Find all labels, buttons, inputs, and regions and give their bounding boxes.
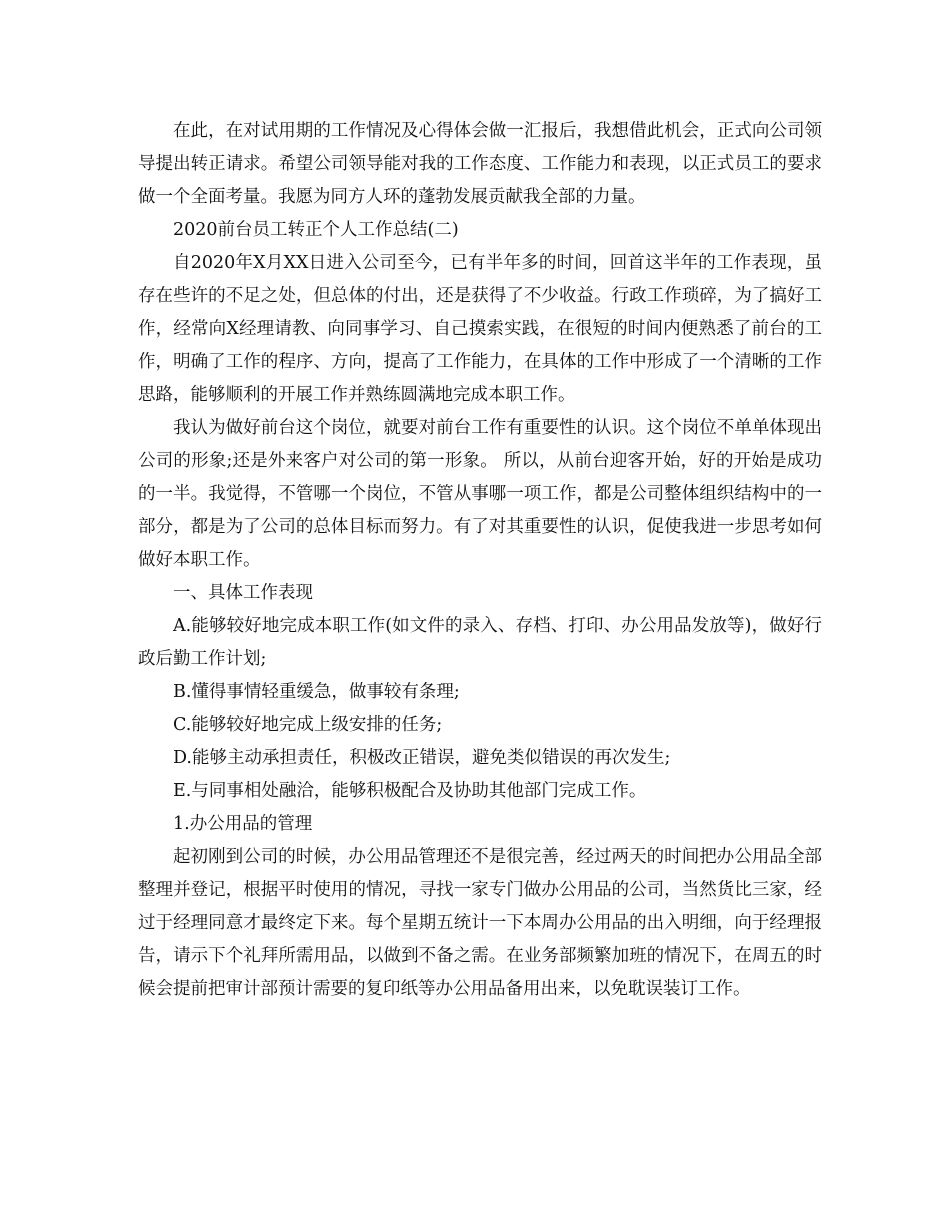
heading-office-supplies: 1.办公用品的管理 — [173, 814, 313, 834]
list-item-a: A.能够较好地完成本职工作(如文件的录入、存档、打印、办公用品发放等)，做好行政后勤工作计划; — [138, 616, 822, 669]
paragraph-closing-request: 在此，在对试用期的工作情况及心得体会做一汇报后，我想借此机会，正式向公司领导提出转正请求。希望公司领导能对我的工作态度、工作能力和表现，以正式员工的要求做一个全面考量。我愿为同方人环的蓬勃发展贡献我全部的力量。 — [138, 121, 822, 207]
heading-work-performance: 一、具体工作表现 — [173, 583, 313, 603]
list-item-e: E.与同事相处融洽，能够积极配合及协助其他部门完成工作。 — [173, 781, 647, 801]
paragraph-front-desk-role: 我认为做好前台这个岗位，就要对前台工作有重要性的认识。这个岗位不单单体现出公司的形象;还是外来客户对公司的第一形象。 所以，从前台迎客开始，好的开始是成功的一半。我觉得，不管哪一个岗位，不管从事哪一项工作，都是公司整体组织结构中的一部分，都是为了公司的总体目标而努力。有了对其重要性的认识，促使我进一步思考如何做好本职工作。 — [138, 418, 822, 570]
document-body — [138, 115, 822, 1006]
section-title: 2020前台员工转正个人工作总结(二) — [173, 220, 459, 240]
paragraph-office-supplies: 起初刚到公司的时候，办公用品管理还不是很完善，经过两天的时间把办公用品全部整理并登记，根据平时使用的情况，寻找一家专门做办公用品的公司，当然货比三家，经过于经理同意才最终定下来。每个星期五统计一下本周办公用品的出入明细，向于经理报告，请示下个礼拜所需用品，以做到不备之需。在业务部频繁加班的情况下，在周五的时候会提前把审计部预计需要的复印纸等办公用品备用出来，以免耽误装订工作。 — [138, 847, 822, 999]
list-item-c: C.能够较好地完成上级安排的任务; — [173, 715, 443, 735]
list-item-b: B.懂得事情轻重缓急，做事较有条理; — [173, 682, 460, 702]
list-item-d: D.能够主动承担责任，积极改正错误，避免类似错误的再次发生; — [173, 748, 671, 768]
paragraph-intro: 自2020年X月XX日进入公司至今，已有半年多的时间，回首这半年的工作表现，虽存在些许的不足之处，但总体的付出，还是获得了不少收益。行政工作琐碎，为了搞好工作，经常向X经理请教、向同事学习、自己摸索实践，在很短的时间内便熟悉了前台的工作，明确了工作的程序、方向，提高了工作能力，在具体的工作中形成了一个清晰的工作思路，能够顺利的开展工作并熟练圆满地完成本职工作。 — [138, 253, 822, 405]
